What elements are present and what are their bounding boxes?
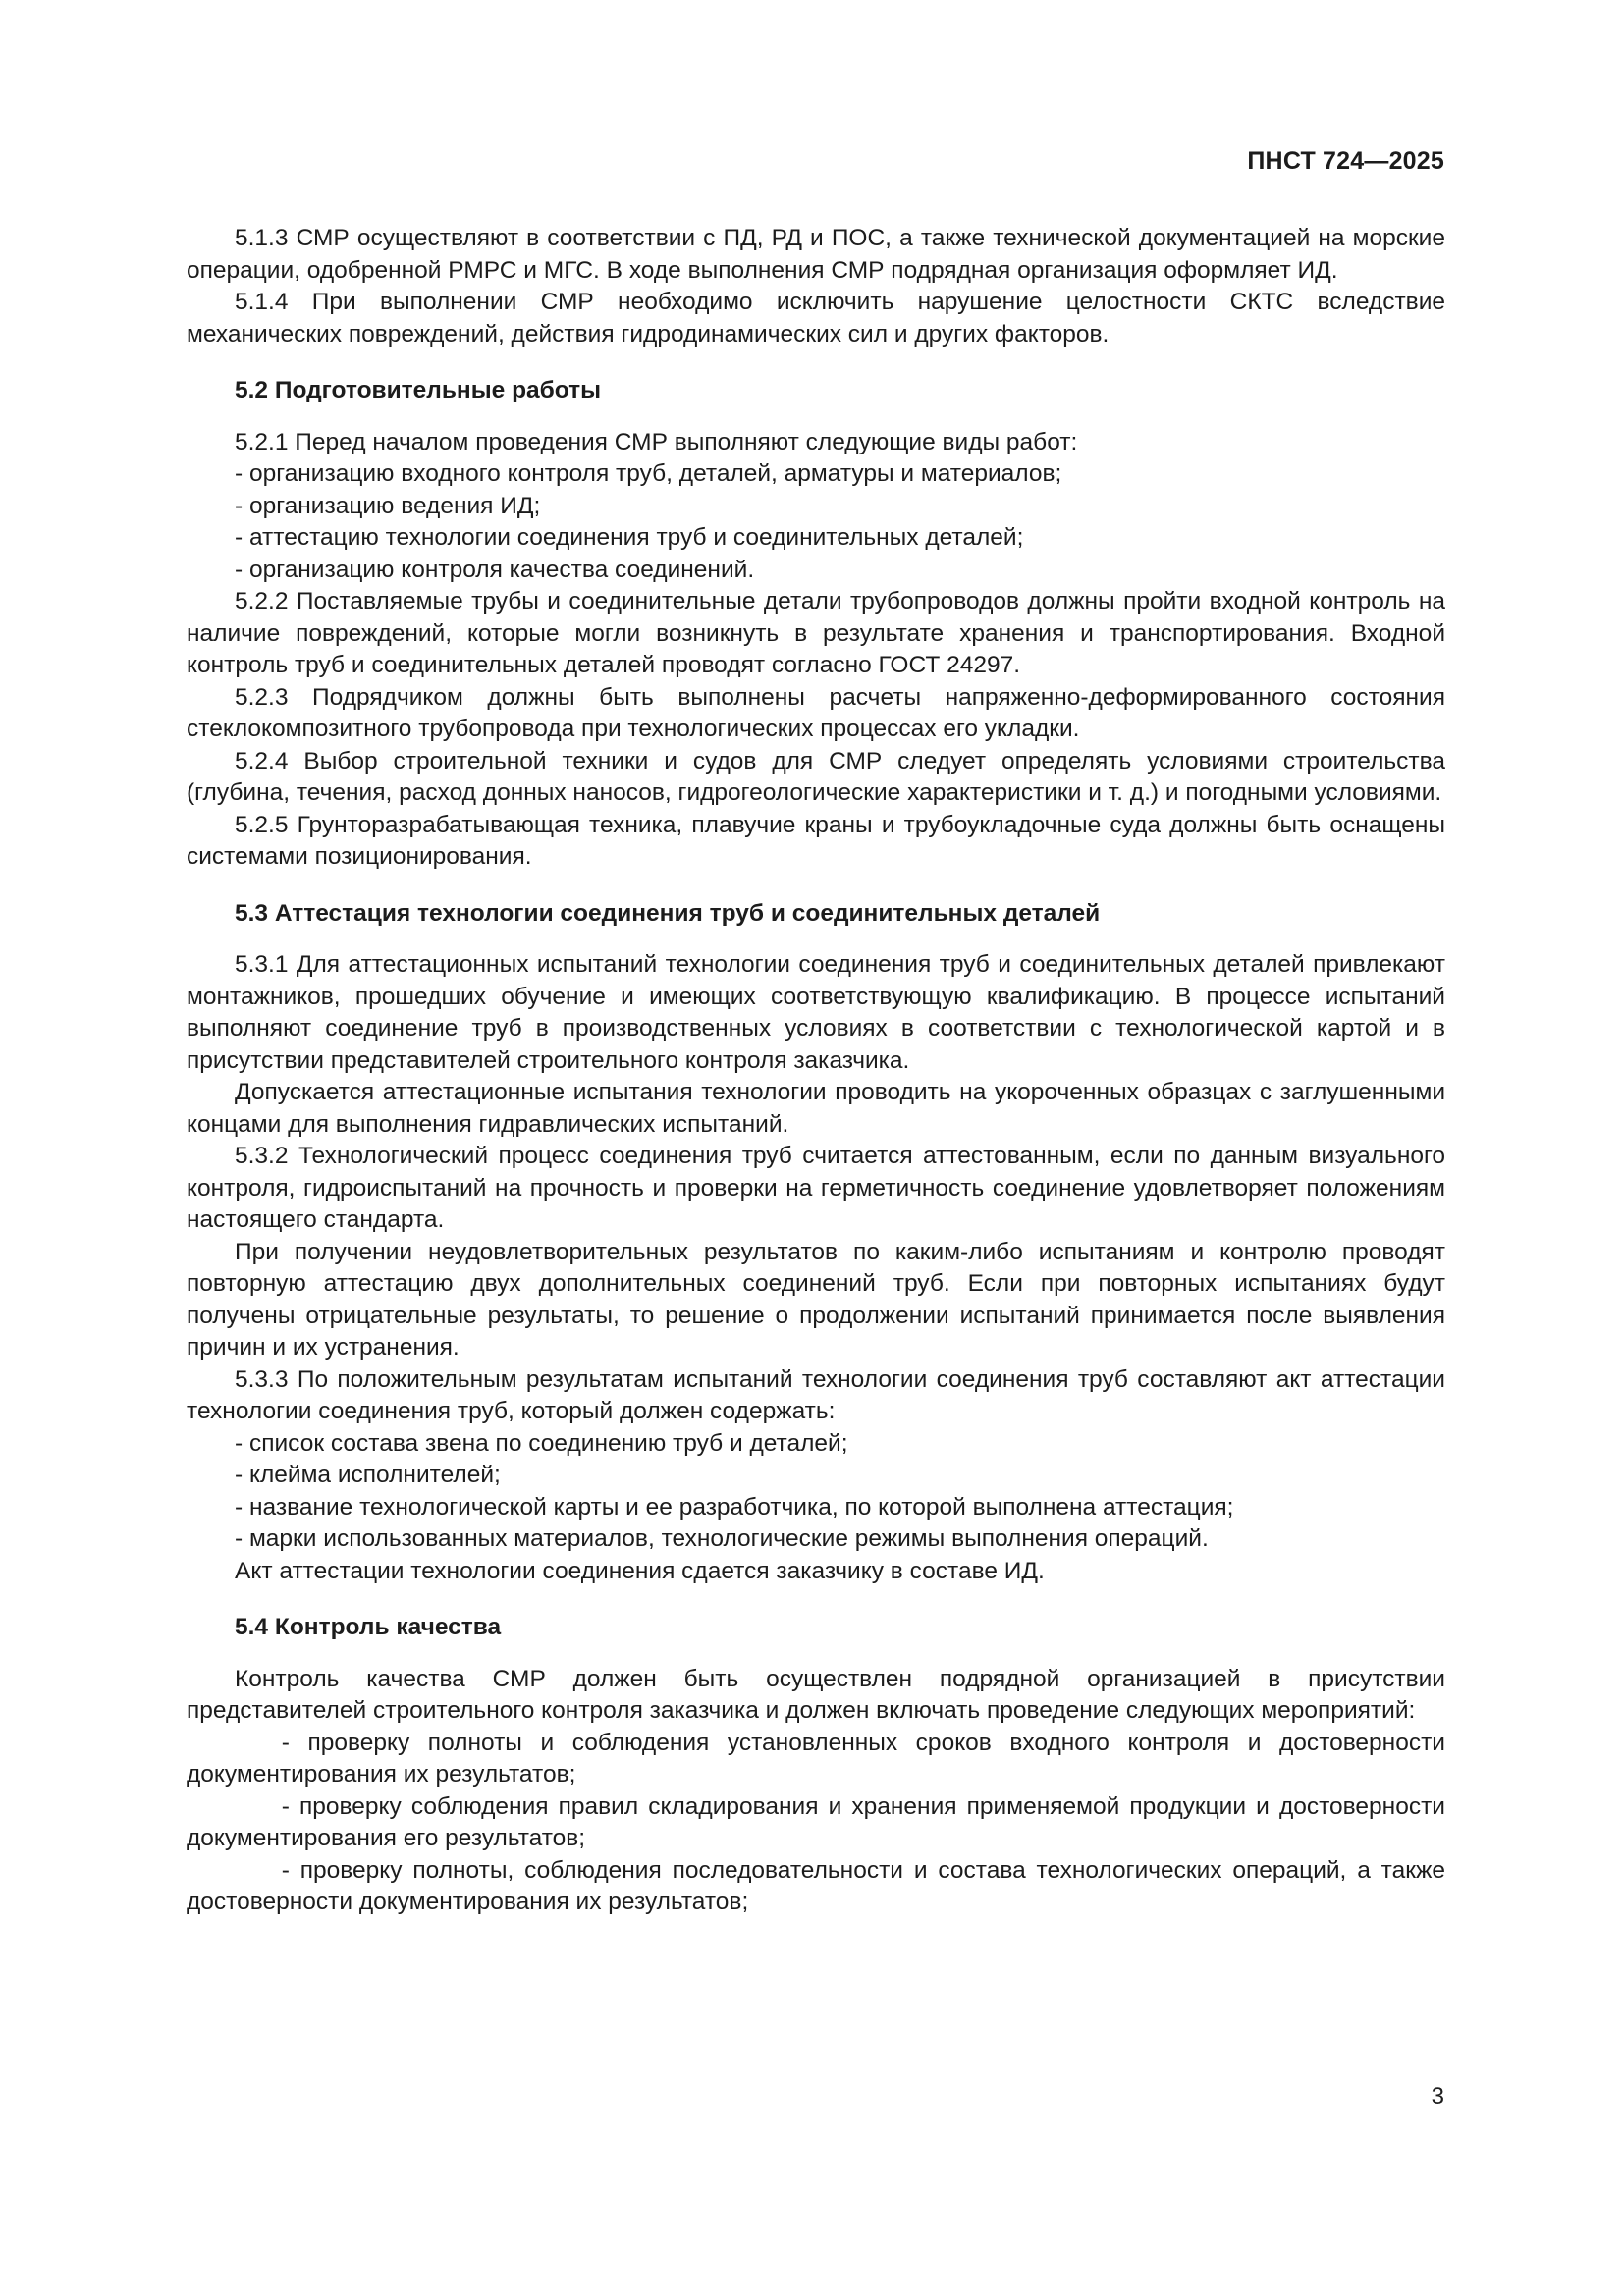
paragraph-5-2-5: 5.2.5 Грунторазрабатывающая техника, плавучие краны и трубоукладочные суда должны быть оснащены системами позиционирования. (187, 811, 1445, 870)
list-item: - проверку полноты, соблюдения последовательности и состава технологических операций, а также достоверности документирования их результатов; (187, 1856, 1445, 1915)
list-item: - организацию ведения ИД; (235, 492, 541, 519)
list-item: - список состава звена по соединению труб и деталей; (235, 1429, 848, 1457)
paragraph-5-2-1: 5.2.1 Перед началом проведения СМР выполняют следующие виды работ: (235, 428, 1078, 455)
paragraph-5-3-1: 5.3.1 Для аттестационных испытаний технологии соединения труб и соединительных деталей привлекают монтажников, прошедших обучение и имеющих соответствующую квалификацию. В процессе испытаний выполняют соединение труб в производственных условиях в соответствии с технологической картой и в присутствии представителей строительного контроля заказчика. (187, 951, 1445, 1074)
paragraph-5-3-2: 5.3.2 Технологический процесс соединения труб считается аттестованным, если по данным визуального контроля, гидроиспытаний на прочность и проверки на герметичность соединение удовлетворяет положениям настоящего стандарта. (187, 1143, 1445, 1233)
list-item: - марки использованных материалов, технологические режимы выполнения операций. (235, 1525, 1209, 1552)
paragraph-5-2-2: 5.2.2 Поставляемые трубы и соединительные детали трубопроводов должны пройти входной контроль на наличие повреждений, которые могли возникнуть в результате хранения и транспортирования. Входной контроль труб и соединительных деталей проводят согласно ГОСТ 24297. (187, 588, 1445, 678)
paragraph: Допускается аттестационные испытания технологии проводить на укороченных образцах с заглушенными концами для выполнения гидравлических испытаний. (187, 1079, 1445, 1138)
document-body (187, 223, 1445, 1919)
document-number-header: ПНСТ 724—2025 (1247, 147, 1444, 175)
paragraph: Акт аттестации технологии соединения сдается заказчику в составе ИД. (235, 1557, 1045, 1584)
section-heading-5-4: 5.4 Контроль качества (235, 1614, 502, 1640)
page-number: 3 (1431, 2083, 1444, 2109)
list-item: - организацию контроля качества соединений. (235, 556, 755, 583)
list-item: - организацию входного контроля труб, деталей, арматуры и материалов; (235, 460, 1062, 487)
list-item: - аттестацию технологии соединения труб и соединительных деталей; (235, 524, 1024, 551)
section-heading-5-2: 5.2 Подготовительные работы (235, 377, 602, 403)
paragraph-5-3-3: 5.3.3 По положительным результатам испытаний технологии соединения труб составляют акт аттестации технологии соединения труб, который должен содержать: (187, 1365, 1445, 1424)
list-item: - проверку полноты и соблюдения установленных сроков входного контроля и достоверности документирования их результатов; (187, 1729, 1445, 1788)
paragraph-5-1-3: 5.1.3 СМР осуществляют в соответствии с ПД, РД и ПОС, а также технической документацией на морские операции, одобренной РМРС и МГС. В ходе выполнения СМР подрядная организация оформляет ИД. (187, 225, 1445, 284)
paragraph-5-1-4: 5.1.4 При выполнении СМР необходимо исключить нарушение целостности СКТС вследствие механических повреждений, действия гидродинамических сил и других факторов. (187, 289, 1445, 347)
paragraph-5-2-3: 5.2.3 Подрядчиком должны быть выполнены расчеты напряженно-деформированного состояния стеклокомпозитного трубопровода при технологических процессах его укладки. (187, 683, 1445, 742)
paragraph: При получении неудовлетворительных результатов по каким-либо испытаниям и контролю проводят повторную аттестацию двух дополнительных соединений труб. Если при повторных испытаниях будут получены отрицательные результаты, то решение о продолжении испытаний принимается после выявления причин и их устранения. (187, 1238, 1445, 1361)
list-item: - проверку соблюдения правил складирования и хранения применяемой продукции и достоверности документирования его результатов; (187, 1792, 1445, 1851)
list-item: - название технологической карты и ее разработчика, по которой выполнена аттестация; (235, 1493, 1234, 1521)
list-item: - клейма исполнителей; (235, 1462, 501, 1488)
paragraph-5-2-4: 5.2.4 Выбор строительной техники и судов для СМР следует определять условиями строительства (глубина, течения, расход донных наносов, гидрогеологические характеристики и т. д.) и погодными условиями. (187, 747, 1445, 806)
section-heading-5-3: 5.3 Аттестация технологии соединения труб и соединительных деталей (235, 899, 1101, 927)
paragraph: Контроль качества СМР должен быть осуществлен подрядной организацией в присутствии представителей строительного контроля заказчика и должен включать проведение следующих мероприятий: (187, 1665, 1445, 1724)
